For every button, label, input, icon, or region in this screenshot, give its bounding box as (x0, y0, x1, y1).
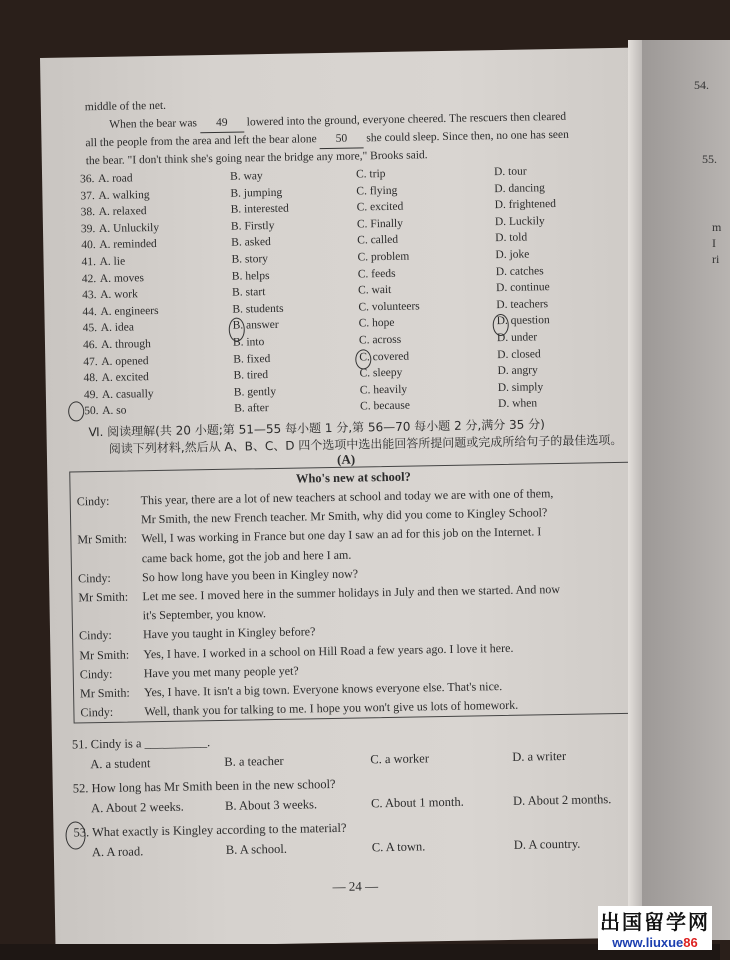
answer-a: A. A road. (91, 844, 144, 860)
dialogue-text: it's September, you know. (142, 606, 267, 623)
speaker: Mr Smith: (79, 685, 130, 701)
option-a: A. reminded (99, 238, 157, 252)
speaker: Mr Smith: (78, 589, 129, 605)
option-c: C. excited (356, 200, 404, 214)
dialogue-text: came back home, got the job and here I am. (141, 547, 352, 565)
answer-b: B. a teacher (224, 753, 284, 769)
question-stem: 51. Cindy is a __________. (71, 735, 211, 752)
question-stem: 53. What exactly is Kingley according to the material? (73, 820, 347, 840)
option-a: A. relaxed (98, 205, 147, 219)
option-c: C. heavily (359, 383, 408, 397)
passage-text: all the people from the area and left the bear alone (85, 133, 317, 150)
option-a: A. through (100, 338, 151, 351)
option-c: C. because (360, 399, 411, 413)
option-c: C. called (357, 234, 399, 247)
dialogue-text: Have you taught in Kingley before? (142, 624, 316, 642)
speaker: Cindy: (80, 705, 114, 720)
option-a: A. engineers (100, 304, 159, 318)
option-c: C. trip (355, 167, 386, 181)
option-c: C. wait (358, 284, 392, 297)
option-d: D. continue (495, 281, 550, 295)
question-stem: 52. How long has Mr Smith been in the new school? (72, 776, 336, 796)
facing-question-54: 54. (694, 78, 709, 92)
option-d: D. catches (495, 264, 544, 278)
dialogue-text: Mr Smith, the new French teacher. Mr Smith, why did you come to Kingley School? (140, 505, 548, 527)
speaker: Cindy: (78, 628, 112, 643)
option-b: B. tired (233, 369, 269, 382)
option-a: A. excited (101, 371, 149, 385)
question-number: 37. (80, 189, 95, 202)
question-number: 45. (82, 322, 98, 335)
dialogue-text: Well, I was working in France but one day I saw an ad for this job on the Internet. I (141, 524, 542, 546)
option-a: A. moves (99, 271, 145, 285)
handwritten-circle (229, 317, 245, 341)
dialogue-title: Who's new at school? (295, 469, 411, 486)
option-b: B. fixed (233, 352, 271, 366)
dialogue-box (69, 462, 641, 724)
facing-text-fragment: I (712, 236, 716, 250)
option-d: D. told (495, 231, 528, 245)
option-d: D. angry (497, 364, 538, 378)
section-instructions: 阅读下列材料,然后从 A、B、C、D 四个选项中选出能回答所提问题或完成所给句子的最佳选项。 (108, 432, 623, 456)
question-number: 36. (80, 173, 95, 186)
question-number: 49. (83, 388, 99, 402)
option-c: C. hope (358, 317, 395, 330)
dialogue-text: Have you met many people yet? (143, 663, 299, 681)
option-d: D. closed (497, 347, 541, 361)
answer-c: C. A town. (371, 839, 426, 855)
option-d: D. joke (495, 248, 530, 262)
dialogue-text: This year, there are a lot of new teachers at school and today we are with one of them, (140, 486, 554, 508)
question-number: 43. (82, 289, 97, 302)
option-c: C. volunteers (358, 300, 420, 314)
option-d: D. Luckily (494, 215, 545, 228)
option-b: B. after (234, 402, 269, 416)
option-c: C. across (358, 333, 402, 347)
option-d: D. when (498, 397, 538, 411)
option-d: D. tour (493, 165, 527, 179)
speaker: Cindy: (76, 493, 110, 509)
option-b: B. interested (230, 202, 289, 216)
question-number: 48. (83, 372, 99, 385)
option-d: D. teachers (496, 297, 549, 311)
option-a: A. casually (101, 387, 154, 401)
speaker (77, 513, 139, 514)
answer-d: D. A country. (513, 836, 581, 852)
section-heading: Ⅵ. 阅读理解(共 20 小题;第 51—55 每小题 1 分,第 56—70 每小题 2 分,满分 35 分) (88, 417, 545, 440)
dialogue-text: Well, thank you for talking to me. I hope you won't give us lots of homework. (144, 697, 519, 719)
facing-text-fragment: ri (712, 252, 720, 266)
passage-text: she could sleep. Since then, no one has seen (366, 128, 569, 145)
option-c: C. problem (357, 250, 410, 264)
handwritten-circle (68, 401, 84, 421)
question-number: 39. (80, 222, 96, 236)
blank-50: 50 (319, 130, 363, 149)
dialogue-text: So how long have you been in Kingley now? (141, 566, 359, 585)
speaker: Mr Smith: (79, 647, 130, 662)
option-a: A. opened (101, 354, 149, 368)
speaker: Mr Smith: (77, 531, 128, 547)
question-number: 40. (81, 239, 96, 252)
handwritten-circle (65, 821, 85, 849)
answer-b: B. About 3 weeks. (224, 797, 318, 813)
answer-a: A. a student (90, 756, 151, 772)
site-url-b: 86 (683, 935, 698, 950)
facing-text-fragment: m (712, 220, 722, 234)
option-a: A. so (102, 404, 127, 418)
option-b: B. start (232, 286, 266, 299)
answer-a: A. About 2 weeks. (90, 799, 184, 816)
dialogue-text: Yes, I have. It isn't a big town. Everyone knows everyone else. That's nice. (143, 679, 503, 700)
option-b: B. gently (233, 385, 277, 399)
option-b: B. answer (232, 319, 279, 333)
option-b: B. helps (231, 269, 270, 283)
answer-d: D. a writer (512, 748, 567, 764)
part-label: (A) (336, 451, 356, 467)
option-b: B. students (232, 302, 284, 316)
option-a: A. lie (99, 255, 126, 268)
option-c: C. covered (359, 350, 410, 364)
option-a: A. Unluckily (98, 221, 160, 235)
dialogue-text: Yes, I have. I worked in a school on Hill Road a few years ago. I love it here. (143, 640, 514, 661)
option-a: A. work (100, 288, 138, 302)
option-a: A. idea (100, 321, 135, 335)
page-number: — 24 — (332, 878, 379, 895)
option-c: C. flying (356, 184, 398, 198)
option-a: A. walking (98, 188, 150, 202)
speaker (79, 609, 141, 610)
option-d: D. under (496, 331, 538, 345)
option-a: A. road (98, 172, 133, 186)
answer-b: B. A school. (225, 841, 288, 857)
speaker: Cindy: (79, 666, 113, 682)
handwritten-circle (493, 314, 509, 336)
option-d: D. simply (497, 381, 544, 394)
passage-text: lowered into the ground, everyone cheered. The rescuers then cleared (246, 110, 567, 129)
facing-question-55: 55. (702, 152, 717, 166)
option-b: B. asked (231, 236, 271, 250)
site-watermark-logo (598, 906, 712, 950)
question-number: 44. (82, 305, 97, 319)
site-name: 出国留学网 (598, 906, 712, 935)
option-c: C. feeds (357, 267, 396, 281)
answer-c: C. About 1 month. (370, 794, 464, 811)
option-b: B. jumping (230, 186, 283, 200)
exam-page (40, 48, 647, 948)
question-number: 38. (80, 206, 96, 219)
blank-49: 49 (200, 114, 244, 133)
passage-line: middle of the net. (84, 99, 167, 114)
site-url-a: www.liuxue (612, 935, 684, 950)
option-b: B. way (229, 170, 263, 183)
option-b: B. into (232, 336, 265, 349)
passage-line: the bear. "I don't think she's going near the bridge any more," Brooks said. (85, 149, 428, 168)
speaker: Cindy: (77, 570, 111, 586)
question-number: 47. (83, 355, 98, 368)
answer-c: C. a worker (370, 751, 430, 767)
option-c: C. sleepy (359, 366, 403, 380)
option-d: D. dancing (494, 181, 545, 195)
question-number: 46. (82, 339, 98, 352)
option-b: B. Firstly (230, 219, 275, 233)
page-curl (628, 40, 642, 940)
facing-page (640, 40, 730, 940)
passage-text: When the bear was (109, 117, 198, 131)
dialogue-text: Let me see. I moved here in the summer holidays in July and then we started. And now (142, 582, 561, 604)
question-number: 50. (84, 405, 99, 418)
site-url (598, 935, 712, 950)
answer-d: D. About 2 months. (512, 792, 612, 808)
option-d: D. frightened (494, 198, 557, 212)
option-b: B. story (231, 253, 269, 266)
speaker (78, 551, 140, 552)
question-number: 41. (81, 256, 97, 269)
option-d: D. question (496, 314, 550, 328)
question-number: 42. (81, 272, 97, 285)
option-c: C. Finally (356, 217, 404, 231)
